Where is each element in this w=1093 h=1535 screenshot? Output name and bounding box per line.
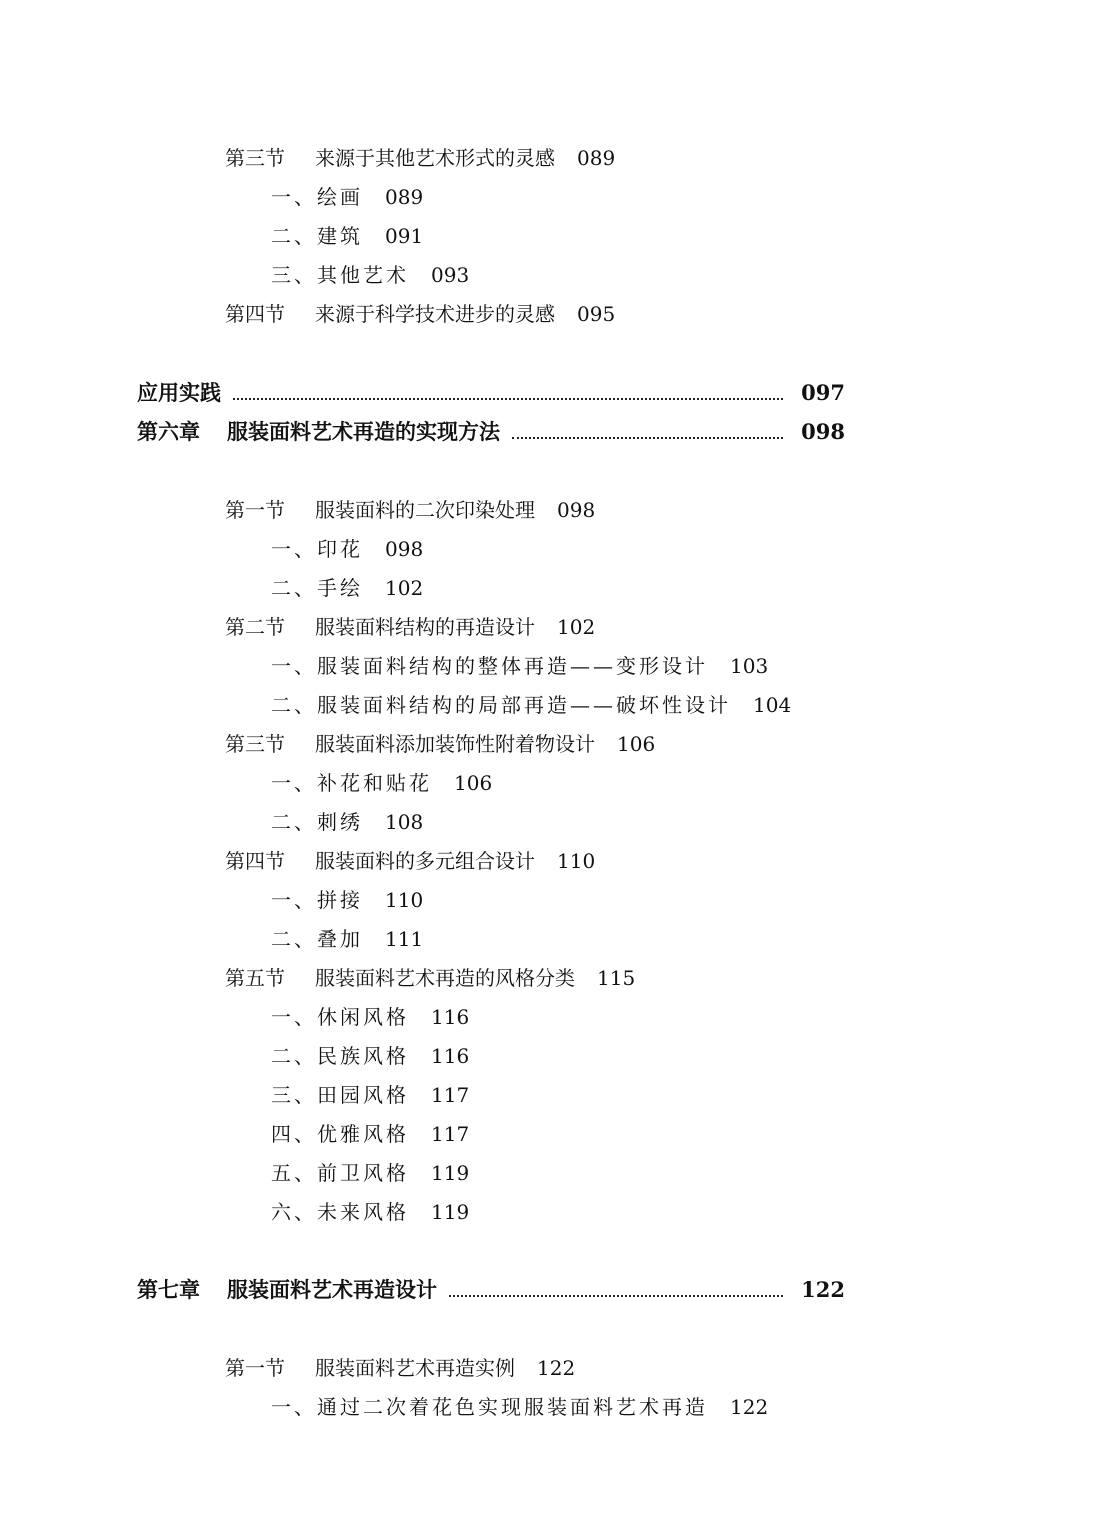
- subsection-title: 一、补花和贴花: [271, 771, 432, 795]
- chapter-label: 第六章: [137, 419, 200, 444]
- page-number: 097: [801, 380, 845, 405]
- toc-section[interactable]: [225, 849, 595, 873]
- page-number: 111: [385, 927, 424, 951]
- dot-leader: [233, 398, 783, 400]
- subsection-title: 一、印花: [271, 537, 363, 561]
- page-number: 122: [801, 1277, 845, 1302]
- page-number: 117: [431, 1083, 470, 1107]
- section-title: 来源于科学技术进步的灵感: [315, 302, 555, 326]
- subsection-title: 一、通过二次着花色实现服装面料艺术再造: [271, 1395, 708, 1419]
- toc-section[interactable]: [225, 615, 595, 639]
- toc-subsection[interactable]: [271, 771, 492, 795]
- dot-leader: [512, 437, 783, 439]
- page-number: 119: [431, 1161, 470, 1185]
- toc-subsection[interactable]: [271, 537, 423, 561]
- subsection-title: 五、前卫风格: [271, 1161, 409, 1185]
- toc-part[interactable]: [137, 381, 845, 405]
- toc-chapter[interactable]: [137, 420, 845, 444]
- page-number: 116: [431, 1044, 470, 1068]
- section-title: 服装面料添加装饰性附着物设计: [315, 732, 595, 756]
- toc-subsection[interactable]: [271, 1200, 469, 1224]
- page-number: 108: [385, 810, 424, 834]
- page-number: 098: [557, 498, 596, 522]
- toc-subsection[interactable]: [271, 1161, 469, 1185]
- section-title: 服装面料的二次印染处理: [315, 498, 535, 522]
- page-number: 093: [431, 263, 470, 287]
- page-number: 110: [385, 888, 424, 912]
- page-number: 106: [617, 732, 656, 756]
- chapter-title: 服装面料艺术再造的实现方法: [227, 419, 500, 444]
- toc-section[interactable]: [225, 146, 615, 170]
- subsection-title: 四、优雅风格: [271, 1122, 409, 1146]
- subsection-title: 一、绘画: [271, 185, 363, 209]
- toc-section[interactable]: [225, 732, 655, 756]
- subsection-title: 一、休闲风格: [271, 1005, 409, 1029]
- subsection-title: 二、刺绣: [271, 810, 363, 834]
- toc-subsection[interactable]: [271, 1395, 768, 1419]
- page-number: 103: [730, 654, 769, 678]
- section-title: 服装面料的多元组合设计: [315, 849, 535, 873]
- page-number: 102: [385, 576, 424, 600]
- dot-leader: [449, 1295, 783, 1297]
- page-number: 089: [577, 146, 616, 170]
- page-number: 116: [431, 1005, 470, 1029]
- chapter-title: 服装面料艺术再造设计: [227, 1277, 437, 1302]
- toc-section[interactable]: [225, 966, 635, 990]
- toc-subsection[interactable]: [271, 1122, 469, 1146]
- subsection-title: 二、民族风格: [271, 1044, 409, 1068]
- subsection-title: 三、其他艺术: [271, 263, 409, 287]
- page-number: 104: [753, 693, 792, 717]
- toc-chapter[interactable]: [137, 1278, 845, 1302]
- section-label: 第三节: [225, 146, 285, 170]
- page-number: 098: [801, 419, 845, 444]
- subsection-title: 二、手绘: [271, 576, 363, 600]
- subsection-title: 六、未来风格: [271, 1200, 409, 1224]
- subsection-title: 二、叠加: [271, 927, 363, 951]
- toc-subsection[interactable]: [271, 1083, 469, 1107]
- toc-subsection[interactable]: [271, 1005, 469, 1029]
- section-label: 第三节: [225, 732, 285, 756]
- section-label: 第四节: [225, 849, 285, 873]
- page-number: 091: [385, 224, 424, 248]
- subsection-title: 三、田园风格: [271, 1083, 409, 1107]
- section-label: 第五节: [225, 966, 285, 990]
- toc-subsection[interactable]: [271, 224, 423, 248]
- page-number: 122: [537, 1356, 576, 1380]
- section-title: 服装面料艺术再造实例: [315, 1356, 515, 1380]
- section-title: 服装面料艺术再造的风格分类: [315, 966, 575, 990]
- page-number: 110: [557, 849, 596, 873]
- page-number: 106: [454, 771, 493, 795]
- page-number: 098: [385, 537, 424, 561]
- toc-subsection[interactable]: [271, 693, 791, 717]
- toc-subsection[interactable]: [271, 576, 423, 600]
- page-number: 119: [431, 1200, 470, 1224]
- toc-section[interactable]: [225, 302, 615, 326]
- section-label: 第一节: [225, 498, 285, 522]
- page-number: 122: [730, 1395, 769, 1419]
- page-number: 117: [431, 1122, 470, 1146]
- subsection-title: 一、服装面料结构的整体再造——变形设计: [271, 654, 708, 678]
- section-title: 服装面料结构的再造设计: [315, 615, 535, 639]
- toc-subsection[interactable]: [271, 185, 423, 209]
- subsection-title: 二、服装面料结构的局部再造——破坏性设计: [271, 693, 731, 717]
- subsection-title: 二、建筑: [271, 224, 363, 248]
- toc-subsection[interactable]: [271, 810, 423, 834]
- toc-subsection[interactable]: [271, 263, 469, 287]
- toc-subsection[interactable]: [271, 654, 768, 678]
- page-number: 095: [577, 302, 616, 326]
- page-number: 089: [385, 185, 424, 209]
- section-title: 来源于其他艺术形式的灵感: [315, 146, 555, 170]
- page-number: 102: [557, 615, 596, 639]
- subsection-title: 一、拼接: [271, 888, 363, 912]
- section-label: 第四节: [225, 302, 285, 326]
- toc-section[interactable]: [225, 498, 595, 522]
- chapter-label: 第七章: [137, 1277, 200, 1302]
- page-number: 115: [597, 966, 636, 990]
- section-label: 第一节: [225, 1356, 285, 1380]
- toc-subsection[interactable]: [271, 888, 423, 912]
- toc-subsection[interactable]: [271, 927, 423, 951]
- part-title: 应用实践: [137, 381, 221, 405]
- toc-section[interactable]: [225, 1356, 575, 1380]
- toc-subsection[interactable]: [271, 1044, 469, 1068]
- section-label: 第二节: [225, 615, 285, 639]
